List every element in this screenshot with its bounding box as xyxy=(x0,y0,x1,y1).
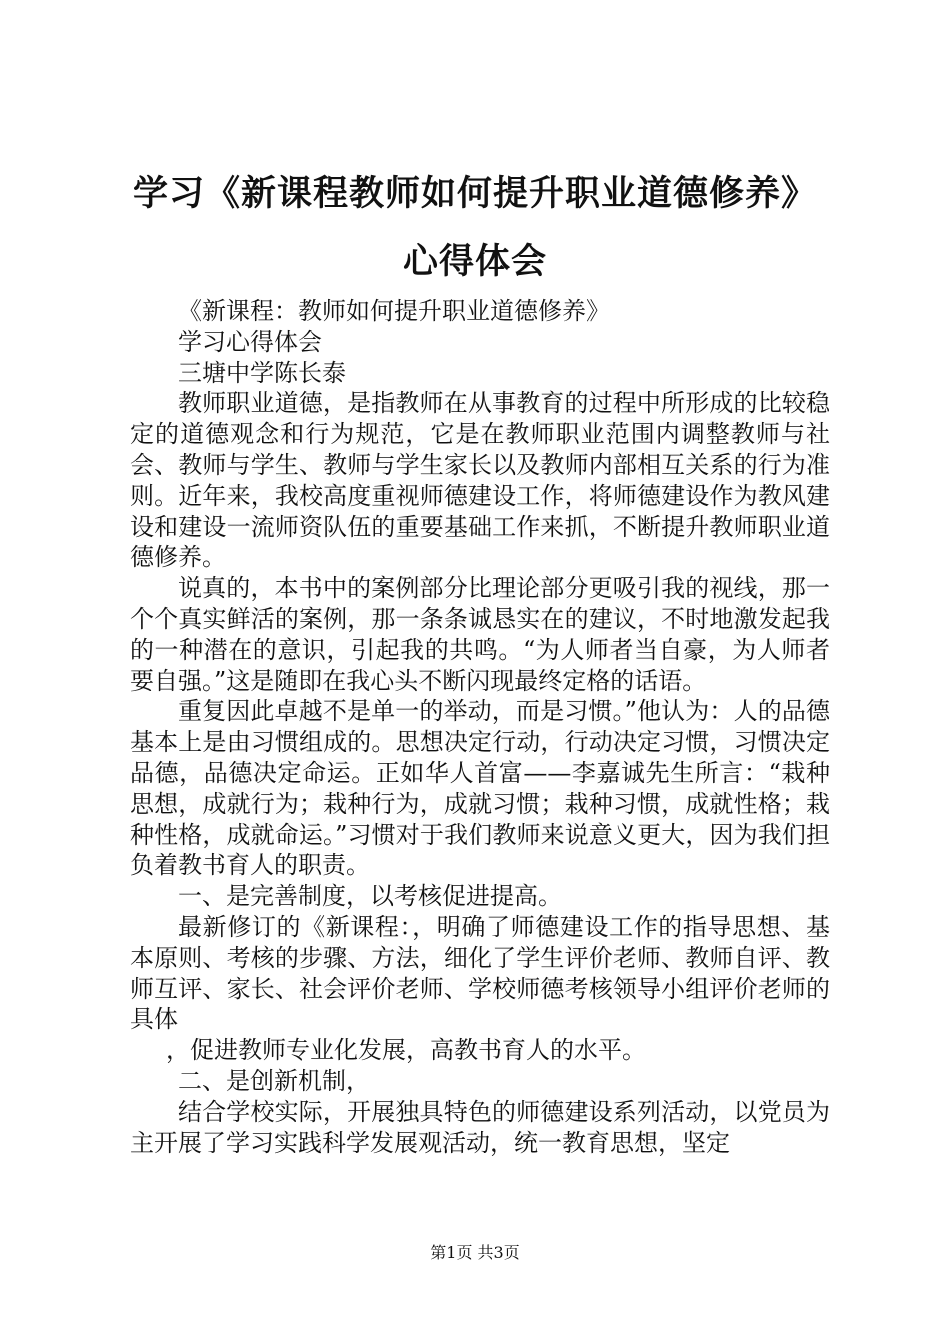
section-heading: 一、是完善制度，以考核促进提高。 xyxy=(178,882,562,911)
section-heading: 二、是创新机制， xyxy=(178,1066,370,1095)
page-footer: 第1页 共3页 xyxy=(430,1243,520,1262)
paragraph: ，促进教师专业化发展，高教书育人的水平。 xyxy=(166,1036,646,1065)
book-title-line: 《新课程：教师如何提升职业道德修养》 xyxy=(178,297,610,325)
paragraph: 结合学校实际，开展独具特色的师德建设系列活动，以党员为主开展了学习实践科学发展观活动，统一教育思想，坚定 xyxy=(130,1097,830,1157)
author-line: 三塘中学陈长泰 xyxy=(178,358,346,387)
paragraph: 最新修订的《新课程：，明确了师德建设工作的指导思想、基本原则、考核的步骤、方法，细化了学生评价老师、教师自评、教师互评、家长、社会评价老师、学校师德考核领导小组评价老师的具体 xyxy=(130,912,830,1034)
paragraph: 教师职业道德，是指教师在从事教育的过程中所形成的比较稳定的道德观念和行为规范，它是在教师职业范围内调整教师与社会、教师与学生、教师与学生家长以及教师内部相互关系的行为准则。近年来，我校高度重视师德建设工作，将师德建设作为教风建设和建设一流师资队伍的重要基础工作来抓，不断提升教师职业道德修养。 xyxy=(130,389,830,572)
subtitle-line: 学习心得体会 xyxy=(178,327,322,356)
paragraph: 重复因此卓越不是单一的举动，而是习惯。”他认为：人的品德基本上是由习惯组成的。思想决定行动，行动决定习惯，习惯决定品德，品德决定命运。正如华人首富——李嘉诚先生所言：“栽种思想，成就行为；栽种行为，成就习惯；栽种习惯，成就性格；栽种性格，成就命运。”习惯对于我们教师来说意义更大，因为我们担负着教书育人的职责。 xyxy=(130,697,830,880)
document-title: 学习《新课程教师如何提升职业道德修养》心得体会 xyxy=(132,174,817,282)
paragraph: 说真的，本书中的案例部分比理论部分更吸引我的视线，那一个个真实鲜活的案例，那一条条诚恳实在的建议，不时地激发起我的一种潜在的意识，引起我的共鸣。“为人师者当自豪，为人师者要自强。”这是随即在我心头不断闪现最终定格的话语。 xyxy=(130,574,830,695)
document-body xyxy=(130,296,830,1158)
